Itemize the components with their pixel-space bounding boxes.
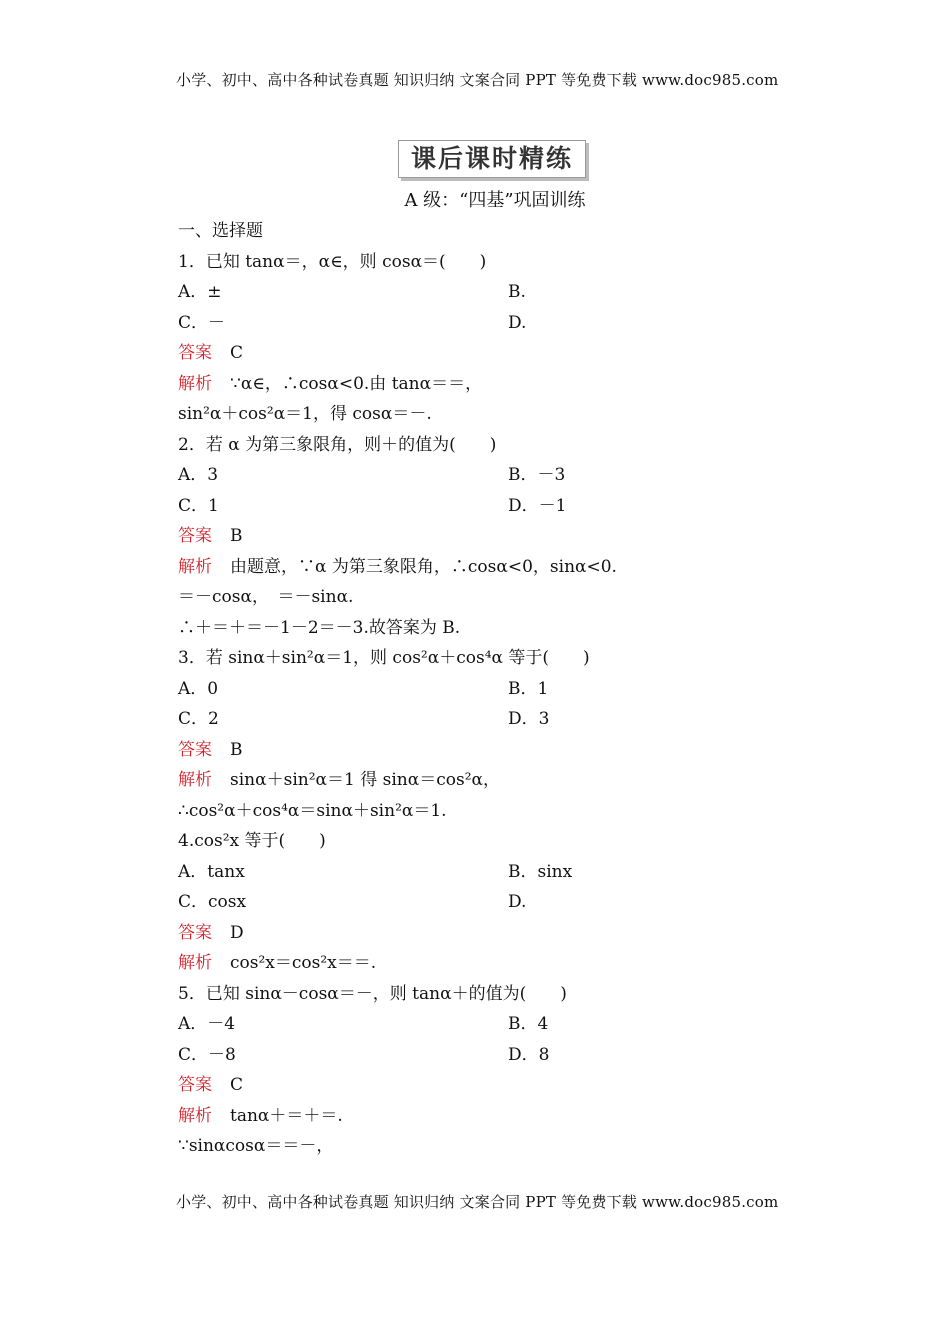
- option-b: B．－3: [508, 465, 566, 485]
- option-a: A．±: [178, 282, 222, 302]
- option-b: B．4: [508, 1014, 549, 1034]
- option-a: A．tanx: [178, 861, 245, 882]
- analysis-line: [178, 948, 798, 979]
- option-a: A．－4: [178, 1014, 236, 1034]
- option-c: C．－8: [178, 1044, 236, 1065]
- analysis-line: [178, 369, 798, 400]
- analysis-text: ∵α∈，∴cosα<0.由 tanα＝＝，: [230, 373, 483, 394]
- answer-line: [178, 918, 798, 949]
- answer-line: [178, 1070, 798, 1101]
- answer-value: C: [230, 343, 244, 363]
- page-header: 小学、初中、高中各种试卷真题 知识归纳 文案合同 PPT 等免费下载 www.doc985.com: [176, 71, 779, 89]
- analysis-text: sinα＋sin²α＝1 得 sinα＝cos²α，: [230, 770, 500, 790]
- section-heading: 一、选择题: [178, 221, 263, 241]
- exercise-content: [178, 216, 798, 1162]
- option-row: [178, 674, 798, 705]
- analysis-text: ∵sinαcosα＝＝－，: [178, 1136, 334, 1156]
- option-row: [178, 857, 798, 888]
- analysis-text: sin²α＋cos²α＝1，得 cosα＝－.: [178, 404, 432, 424]
- answer-label: 答案: [178, 526, 212, 546]
- option-c: C．1: [178, 495, 219, 516]
- option-b: B.: [508, 282, 526, 302]
- answer-line: [178, 338, 798, 369]
- analysis-text: ∴cos²α＋cos⁴α＝sinα＋sin²α＝1.: [178, 800, 447, 821]
- analysis-label: 解析: [178, 373, 212, 394]
- option-b: B．sinx: [508, 861, 573, 882]
- analysis-line: [178, 765, 798, 796]
- answer-label: 答案: [178, 922, 212, 943]
- analysis-label: 解析: [178, 953, 212, 973]
- option-row: [178, 308, 798, 339]
- option-row: [178, 460, 798, 491]
- analysis-text: ＝－cosα， ＝－sinα.: [178, 587, 354, 607]
- section-title-box: 课后课时精练: [398, 140, 586, 178]
- question-stem-5: 5．已知 sinα－cosα＝－，则 tanα＋的值为( ): [178, 983, 567, 1004]
- analysis-line: [178, 552, 798, 583]
- level-subtitle: A 级：“四基”巩固训练: [404, 190, 586, 211]
- answer-value: B: [230, 526, 243, 546]
- option-row: [178, 887, 798, 918]
- answer-label: 答案: [178, 343, 212, 363]
- answer-value: B: [230, 739, 243, 760]
- analysis-label: 解析: [178, 770, 212, 790]
- option-a: A．3: [178, 465, 219, 485]
- option-d: D．－1: [508, 495, 567, 516]
- analysis-label: 解析: [178, 1105, 212, 1126]
- answer-value: C: [230, 1075, 244, 1095]
- option-b: B．1: [508, 678, 549, 699]
- analysis-text: cos²x＝cos²x＝＝.: [230, 953, 377, 973]
- option-row: [178, 1040, 798, 1071]
- option-row: [178, 491, 798, 522]
- analysis-text: ∴＋＝＋＝－1－2＝－3.故答案为 B.: [178, 617, 461, 638]
- option-d: D．3: [508, 709, 550, 729]
- question-stem-4: 4.cos²x 等于( ): [178, 831, 326, 851]
- analysis-line: [178, 1101, 798, 1132]
- answer-label: 答案: [178, 1075, 212, 1095]
- analysis-label: 解析: [178, 556, 212, 577]
- option-row: [178, 704, 798, 735]
- page-footer: 小学、初中、高中各种试卷真题 知识归纳 文案合同 PPT 等免费下载 www.doc985.com: [176, 1193, 779, 1211]
- option-c: C．－: [178, 312, 226, 333]
- answer-line: [178, 735, 798, 766]
- option-c: C．2: [178, 709, 219, 729]
- option-c: C．cosx: [178, 892, 247, 912]
- question-stem-1: 1．已知 tanα＝，α∈，则 cosα＝( ): [178, 251, 487, 272]
- question-stem-2: 2．若 α 为第三象限角，则＋的值为( ): [178, 434, 497, 455]
- analysis-text: 由题意，∵α 为第三象限角，∴cosα<0，sinα<0.: [230, 556, 617, 577]
- answer-line: [178, 521, 798, 552]
- answer-value: D: [230, 922, 244, 943]
- option-a: A．0: [178, 678, 219, 699]
- question-stem-3: 3．若 sinα＋sin²α＝1，则 cos²α＋cos⁴α 等于( ): [178, 648, 590, 668]
- option-d: D．8: [508, 1044, 550, 1065]
- option-d: D.: [508, 312, 527, 333]
- option-row: [178, 1009, 798, 1040]
- option-row: [178, 277, 798, 308]
- option-d: D.: [508, 892, 527, 912]
- answer-label: 答案: [178, 739, 212, 760]
- analysis-text: tanα＋＝＋＝.: [230, 1105, 343, 1126]
